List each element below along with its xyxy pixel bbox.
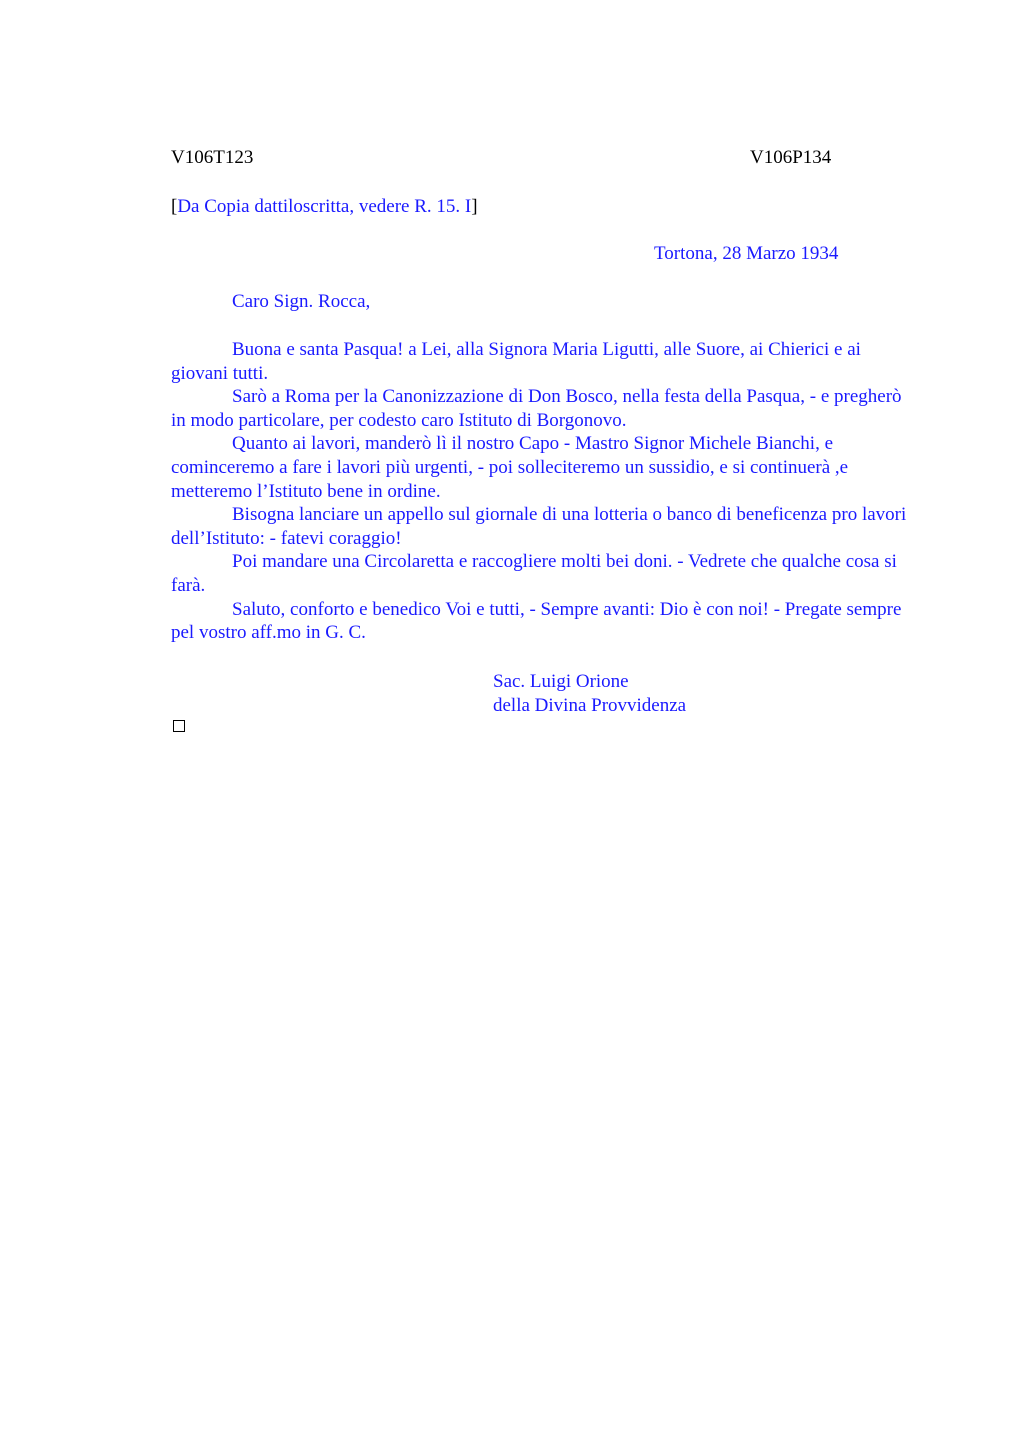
salutation: Caro Sign. Rocca, xyxy=(232,291,371,312)
signature-block xyxy=(493,670,686,717)
source-note xyxy=(171,195,478,219)
signature-title: della Divina Provvidenza xyxy=(493,694,687,716)
document-code-right: V106P134 xyxy=(750,147,832,168)
letter-paragraph: Sarò a Roma per la Canonizzazione di Don Bosco, nella festa della Pasqua, - e pregherò in modo particolare, per codesto caro Istituto di Borgonovo. xyxy=(171,386,902,431)
letter-body xyxy=(171,338,921,645)
document-code-left: V106T123 xyxy=(171,147,254,168)
source-note-close-bracket: ] xyxy=(471,196,478,217)
letter-paragraph: Buona e santa Pasqua! a Lei, alla Signora Maria Ligutti, alle Suore, ai Chierici e ai giovani tutti. xyxy=(171,339,861,384)
source-note-open-bracket: [ xyxy=(171,196,178,217)
place-date: Tortona, 28 Marzo 1934 xyxy=(654,243,839,264)
letter-paragraph: Saluto, conforto e benedico Voi e tutti, - Sempre avanti: Dio è con noi! - Pregate sempre pel vostro aff.mo in G. C. xyxy=(171,598,902,644)
letter-paragraph: Bisogna lanciare un appello sul giornale di una lotteria o banco di beneficenza pro lavori dell’Istituto: - fatevi coraggio! xyxy=(171,504,907,549)
letter-paragraph: Poi mandare una Circolaretta e raccogliere molti bei doni. - Vedrete che qualche cosa si farà. xyxy=(171,551,897,596)
empty-square-icon xyxy=(173,720,185,732)
signature-name: Sac. Luigi Orione xyxy=(493,671,629,692)
source-note-text: Da Copia dattiloscritta, vedere R. 15. I xyxy=(177,196,472,217)
letter-paragraph: Quanto ai lavori, manderò lì il nostro Capo - Mastro Signor Michele Bianchi, e cominceremo a fare i lavori più urgenti, - poi solleciteremo un sussidio, e si continuerà ,e metteremo l’Istituto bene in ordine. xyxy=(171,433,849,502)
